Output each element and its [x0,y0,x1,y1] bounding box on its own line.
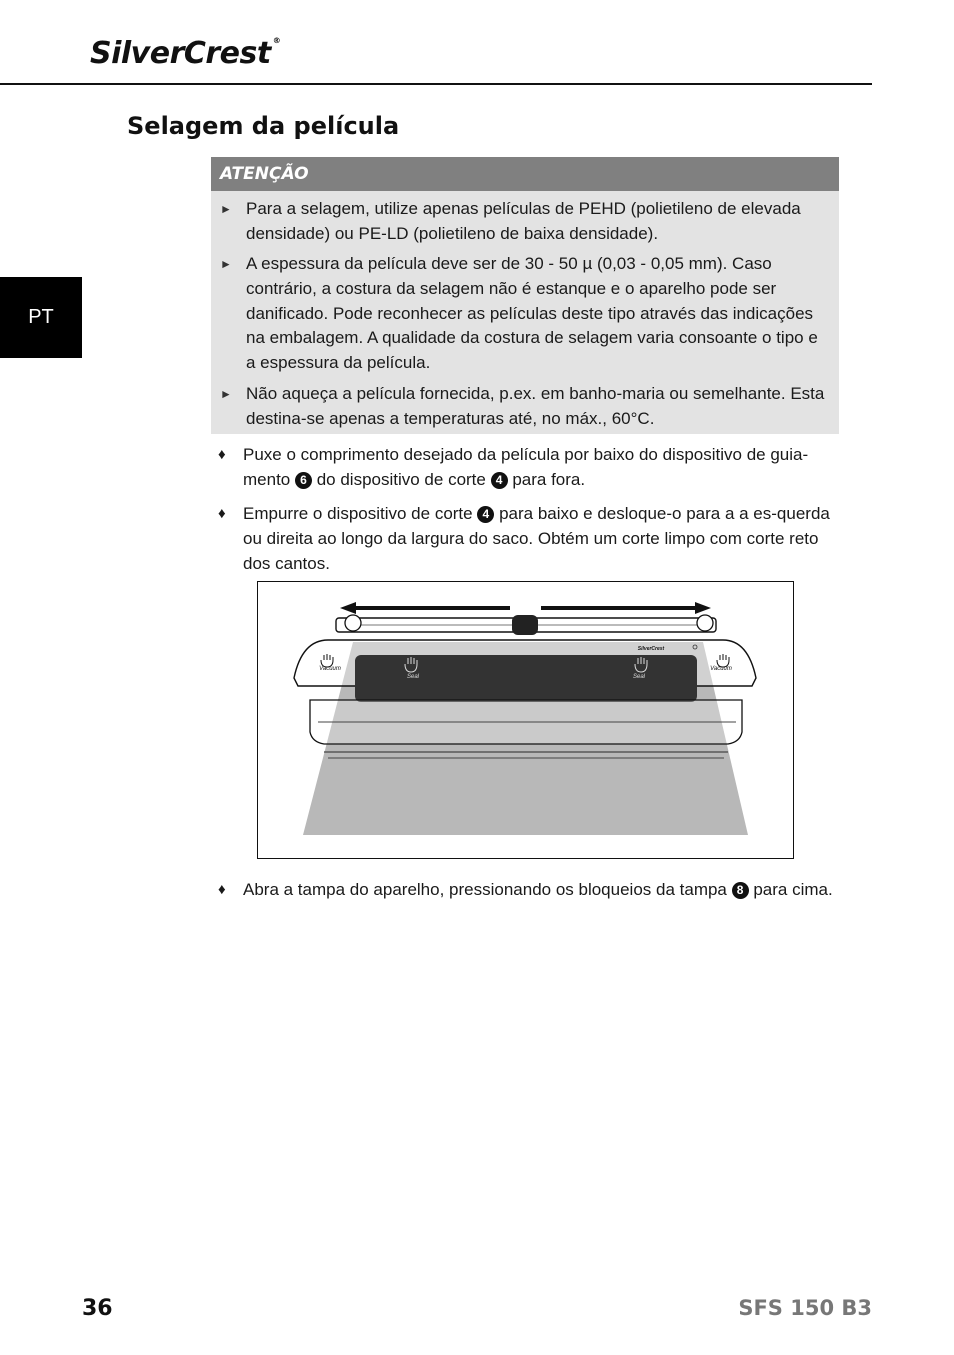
arrow-bullet-icon: ► [220,257,232,271]
language-tab: PT [0,277,82,358]
vacuum-right-label: Vacuum [710,666,732,672]
ref-number-badge: 4 [477,506,494,523]
device-illustration [257,581,794,859]
ref-number-badge: 6 [295,472,312,489]
seal-left-label: Seal [406,674,420,680]
diamond-bullet-icon: ♦ [218,505,226,522]
diamond-bullet-icon: ♦ [218,446,226,463]
device-brand-label: SilverCrest [637,646,665,652]
seal-right-label: Seal [632,674,646,680]
warning-item: ► Para a selagem, utilize apenas películas de PEHD (polietileno de elevada densidade) ou PE-LD (polietileno de baixa densidade). [220,199,801,243]
header-rule [0,83,872,85]
page-number: 36 [82,1296,113,1321]
vacuum-left-label: Vacuum [319,666,341,672]
brand-logo: SilverCrest ® [90,36,281,71]
warning-item: ► Não aqueça a película fornecida, p.ex. em banho-maria ou semelhante. Esta destina-se apenas a temperaturas até, no máx., 60°C. [220,384,825,428]
model-name: SFS 150 B3 [738,1296,872,1320]
warning-box [211,157,839,434]
arrow-bullet-icon: ► [220,202,232,216]
ref-number-badge: 4 [491,472,508,489]
section-title: Selagem da película [127,112,400,140]
ref-number-badge: 8 [732,882,749,899]
instruction-step: ♦ Abra a tampa do aparelho, pressionando os bloqueios da tampa 8 para cima. [243,878,839,903]
diamond-bullet-icon: ♦ [218,881,226,898]
warning-item: ► A espessura da película deve ser de 30 - 50 µ (0,03 - 0,05 mm). Caso contrário, a costura da selagem não é estanque e o aparelho pode ser danificado. Pode reconhecer as películas deste tipo através das indicações na embalagem. A qualidade da costura de selagem varia consoante o tipo e a espessura da película. [220,254,818,373]
warning-title: ATENÇÃO [211,157,839,191]
arrow-bullet-icon: ► [220,387,232,401]
instruction-step: ♦ Empurre o dispositivo de corte 4 para baixo e desloque-o para a a es-querda ou direita ao longo da largura do saco. Obtém um corte limpo com corte reto dos cantos. [218,504,830,573]
instruction-step: ♦ Puxe o comprimento desejado da película por baixo do dispositivo de guia-mento 6 do dispositivo de corte 4 para fora. [218,445,809,489]
